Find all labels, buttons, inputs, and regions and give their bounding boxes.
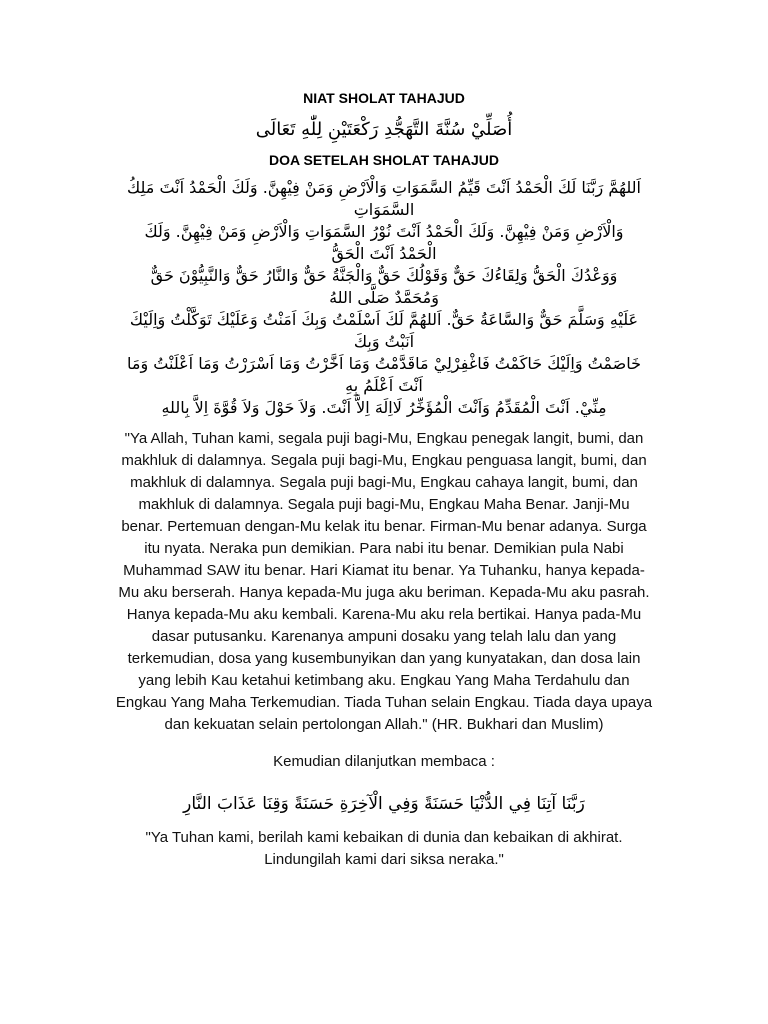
doa-translation	[24, 428, 744, 736]
arabic-line: اَنْتَ اَعْلَمُ بِهِ	[345, 376, 423, 395]
translation-line: yang lebih Kau ketahui ketimbang aku. Engkau Yang Maha Terdahulu dan	[138, 672, 630, 689]
translation-line: Engkau Yang Maha Terkemudian. Tiada Tuhan selain Engkau. Tiada daya upaya	[115, 694, 653, 711]
arabic-line: الْحَمْدُ اَنْتَ الْحَقُّ	[331, 244, 437, 263]
translation-line: makhluk di dalamnya. Segala puji bagi-Mu, Engkau penguasa langit, bumi, dan	[121, 452, 647, 469]
arabic-line: وَالْاَرْضِ وَمَنْ فِيْهِنَّ. وَلَكَ الْحَمْدُ اَنْتَ نُوْرُ السَّمَوَاتِ وَالْاَرْضِ وَمَنْ فِيْهِنَّ. وَلَكَ	[144, 222, 624, 241]
niat-arabic-text: أُصَلِّيْ سُنَّةَ التَّهَجُّدِ رَكْعَتَيْنِ لِلّٰهِ تَعَالَى	[255, 119, 513, 140]
doa-arabic-text	[24, 177, 744, 419]
arabic-line: وَمُحَمَّدٌ صَلَّى اللهُ	[329, 288, 439, 307]
rabbana-translation	[24, 827, 744, 871]
document-content	[24, 88, 744, 871]
arabic-line: اَنَبْتُ وَبِكَ	[353, 332, 415, 351]
arabic-line: وَوَعْدُكَ الْحَقُّ وَلِقَاءُكَ حَقٌّ وَقَوْلُكَ حَقٌّ وَالْجَنَّةُ حَقٌّ وَالنَّارُ حَقٌّ وَالنَّبِيُّوْنَ حَقٌّ	[150, 266, 618, 285]
rabbana-arabic-text: رَبَّنَا آتِنَا فِي الدُّنْيَا حَسَنَةً وَفِي الْآخِرَةِ حَسَنَةً وَقِنَا عَذَابَ النَّارِ	[183, 794, 585, 814]
niat-title: NIAT SHOLAT TAHAJUD	[303, 90, 465, 106]
doa-title: DOA SETELAH SHOLAT TAHAJUD	[269, 152, 499, 168]
translation-line: Mu aku berserah. Hanya kepada-Mu juga aku beriman. Kepada-Mu aku pasrah.	[118, 584, 650, 601]
translation-line: terkemudian, dosa yang kusembunyikan dan yang kunyatakan, dan dosa lain	[127, 650, 641, 667]
arabic-line: خَاصَمْتُ وَاِلَيْكَ حَاكَمْتُ فَاغْفِرْلِيْ مَاقَدَّمْتُ وَمَا اَخَّرْتُ وَمَا اَسْرَرْتُ وَمَا اَعْلَنْتُ وَمَا	[127, 354, 641, 373]
arabic-line: مِنِّيْ. اَنْتَ الْمُقَدِّمُ وَاَنْتَ الْمُؤَخِّرُ لَااِلَهَ اِلاَّ اَنْتَ. وَلاَ حَوْلَ وَلاَ قُوَّةَ اِلاَّ بِاللهِ	[161, 398, 607, 417]
translation-line: "Ya Allah, Tuhan kami, segala puji bagi-Mu, Engkau penegak langit, bumi, dan	[124, 430, 644, 447]
arabic-line: عَلَيْهِ وَسَلَّمَ حَقٌّ وَالسَّاعَةُ حَقٌّ. اَللهُمَّ لَكَ اَسْلَمْتُ وَبِكَ اَمَنْتُ وَعَلَيْكَ تَوَكَّلْتُ وَاِلَيْكَ	[129, 310, 639, 329]
translation-line: Hanya kepada-Mu aku kembali. Karena-Mu aku rela bertikai. Hanya pada-Mu	[126, 606, 642, 623]
translation-line: Muhammad SAW itu benar. Hari Kiamat itu benar. Ya Tuhanku, hanya kepada-	[123, 562, 645, 579]
translation-line: benar. Pertemuan dengan-Mu kelak itu benar. Firman-Mu benar adanya. Surga	[121, 518, 647, 535]
translation-line: dasar putusanku. Karenanya ampuni dosaku yang telah lalu dan yang	[151, 628, 617, 645]
continuation-intro: Kemudian dilanjutkan membaca :	[273, 753, 495, 770]
arabic-line: السَّمَوَاتِ	[353, 200, 415, 219]
translation-line: "Ya Tuhan kami, berilah kami kebaikan di dunia dan kebaikan di akhirat.	[145, 829, 623, 846]
translation-line: itu nyata. Neraka pun demikian. Para nabi itu benar. Demikian pula Nabi	[144, 540, 624, 557]
translation-line: makhluk di dalamnya. Segala puji bagi-Mu, Engkau Maha Benar. Janji-Mu	[138, 496, 630, 513]
translation-line: makhluk di dalamnya. Segala puji bagi-Mu, Engkau cahaya langit, bumi, dan	[130, 474, 638, 491]
translation-line: dan kekuatan selain pertolongan Allah." (HR. Bukhari dan Muslim)	[164, 716, 604, 733]
arabic-line: اَللهُمَّ رَبَّنَا لَكَ الْحَمْدُ اَنْتَ قَيِّمُ السَّمَوَاتِ وَالْاَرْضِ وَمَنْ فِيْهِنَّ. وَلَكَ الْحَمْدُ اَنْتَ مَلِكُ	[127, 178, 641, 197]
translation-line: Lindungilah kami dari siksa neraka."	[264, 851, 504, 868]
